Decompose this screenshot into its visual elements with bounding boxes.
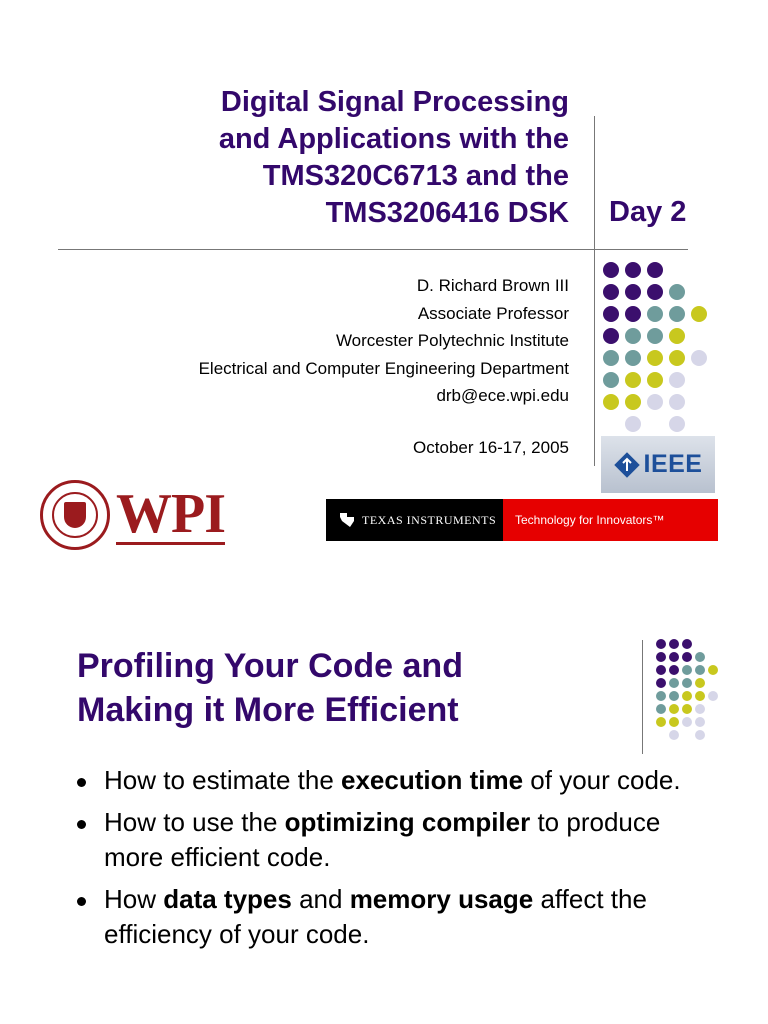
bullet-item (77, 882, 697, 952)
decorative-dot (656, 717, 666, 727)
decorative-dot (647, 284, 663, 300)
decorative-dot (625, 262, 641, 278)
author-email: drb@ece.wpi.edu (436, 386, 569, 405)
decorative-dot (682, 704, 692, 714)
decorative-dot (603, 306, 619, 322)
decorative-dot (669, 328, 685, 344)
ieee-diamond-icon (614, 452, 640, 478)
decorative-dot (625, 416, 641, 432)
decorative-dot (647, 350, 663, 366)
author-position: Associate Professor (417, 303, 569, 323)
author-institution: Worcester Polytechnic Institute (335, 331, 569, 350)
slide1-title (49, 84, 569, 232)
bullet-text: How to use the (104, 807, 285, 837)
bullet-item (77, 805, 697, 875)
decorative-dot (647, 328, 663, 344)
decorative-dot (669, 350, 685, 366)
decorative-dot (708, 665, 718, 675)
texas-state-icon (338, 511, 356, 529)
decorative-dot (603, 284, 619, 300)
decorative-dot (669, 678, 679, 688)
author-block (49, 272, 569, 410)
decorative-dot (682, 717, 692, 727)
decorative-dot (625, 394, 641, 410)
decorative-dot (669, 284, 685, 300)
decorative-dot (682, 665, 692, 675)
bullet-text: affect the efficiency of your code. (104, 884, 647, 949)
decorative-dot (625, 328, 641, 344)
decorative-dot (656, 665, 666, 675)
decorative-dot (603, 328, 619, 344)
bullet-emphasis: data types (163, 884, 292, 914)
decorative-dot (603, 350, 619, 366)
decorative-dot (625, 306, 641, 322)
ti-tagline: Technology for Innovators™ (503, 499, 718, 541)
decorative-dot (669, 730, 679, 740)
slide2-title-line: Making it More Efficient (77, 691, 459, 729)
decorative-dot (647, 372, 663, 388)
bullet-dot-icon (77, 820, 86, 829)
ti-name: TEXAS INSTRUMENTS (362, 512, 497, 527)
divider-vertical (642, 640, 643, 754)
slide1-title-line: and Applications with the (218, 123, 569, 155)
decorative-dot (669, 416, 685, 432)
decorative-dot (691, 350, 707, 366)
decorative-dot (669, 372, 685, 388)
divider-vertical (594, 116, 595, 466)
slide2-title (77, 644, 463, 732)
decorative-dot (656, 678, 666, 688)
ieee-logo-text: IEEE (643, 450, 703, 478)
decorative-dot (603, 372, 619, 388)
bullet-emphasis: execution time (341, 765, 524, 795)
wpi-seal-icon (40, 480, 110, 550)
bullet-text: How to estimate the (104, 765, 341, 795)
ti-logo (326, 499, 503, 541)
decorative-dot (695, 730, 705, 740)
decorative-dot (656, 704, 666, 714)
ti-logo-bar (326, 499, 718, 541)
decorative-dot (625, 284, 641, 300)
bullet-text: How (104, 884, 164, 914)
author-name: D. Richard Brown III (416, 276, 569, 295)
decorative-dot (656, 639, 666, 649)
bullet-list (77, 763, 697, 959)
decorative-dot (647, 262, 663, 278)
decorative-dot (647, 394, 663, 410)
day-label: Day 2 (609, 196, 687, 228)
decorative-dot (669, 306, 685, 322)
bullet-dot-icon (77, 897, 86, 906)
bullet-dot-icon (77, 778, 86, 787)
decorative-dot (669, 639, 679, 649)
decorative-dot (682, 678, 692, 688)
decorative-dot (695, 704, 705, 714)
decorative-dot (669, 394, 685, 410)
decorative-dot (603, 262, 619, 278)
decorative-dot (695, 691, 705, 701)
decorative-dot (656, 691, 666, 701)
decorative-dot (647, 306, 663, 322)
decorative-dot (625, 350, 641, 366)
bullet-text: and (291, 884, 350, 914)
decorative-dot (669, 704, 679, 714)
decorative-dot (695, 678, 705, 688)
decorative-dot (669, 652, 679, 662)
divider-horizontal (58, 249, 688, 250)
bullet-item (77, 763, 697, 798)
ieee-logo (601, 436, 715, 493)
decorative-dot (691, 306, 707, 322)
presentation-date: October 16-17, 2005 (413, 438, 569, 457)
author-department: Electrical and Computer Engineering Department (198, 358, 569, 378)
decorative-dot (682, 639, 692, 649)
decorative-dot (695, 665, 705, 675)
bullet-emphasis: optimizing compiler (284, 807, 531, 837)
decorative-dot (603, 394, 619, 410)
decorative-dot (708, 691, 718, 701)
slide1-title-line: TMS320C6713 and the (262, 160, 569, 192)
wpi-logo-text: WPI (116, 482, 225, 545)
decorative-dot (669, 665, 679, 675)
decorative-dot (669, 717, 679, 727)
decorative-dot (695, 717, 705, 727)
decorative-dot (682, 691, 692, 701)
decorative-dot (682, 652, 692, 662)
slide1-title-line: Digital Signal Processing (220, 86, 569, 118)
decorative-dot (656, 652, 666, 662)
decorative-dot (695, 652, 705, 662)
slide1-title-line: TMS3206416 DSK (325, 197, 569, 229)
bullet-emphasis: memory usage (349, 884, 534, 914)
slide2-title-line: Profiling Your Code and (77, 647, 463, 685)
decorative-dot (669, 691, 679, 701)
wpi-logo (40, 480, 225, 550)
bullet-text: to produce more efficient code. (104, 807, 661, 872)
bullet-text: of your code. (523, 765, 681, 795)
decorative-dot (625, 372, 641, 388)
